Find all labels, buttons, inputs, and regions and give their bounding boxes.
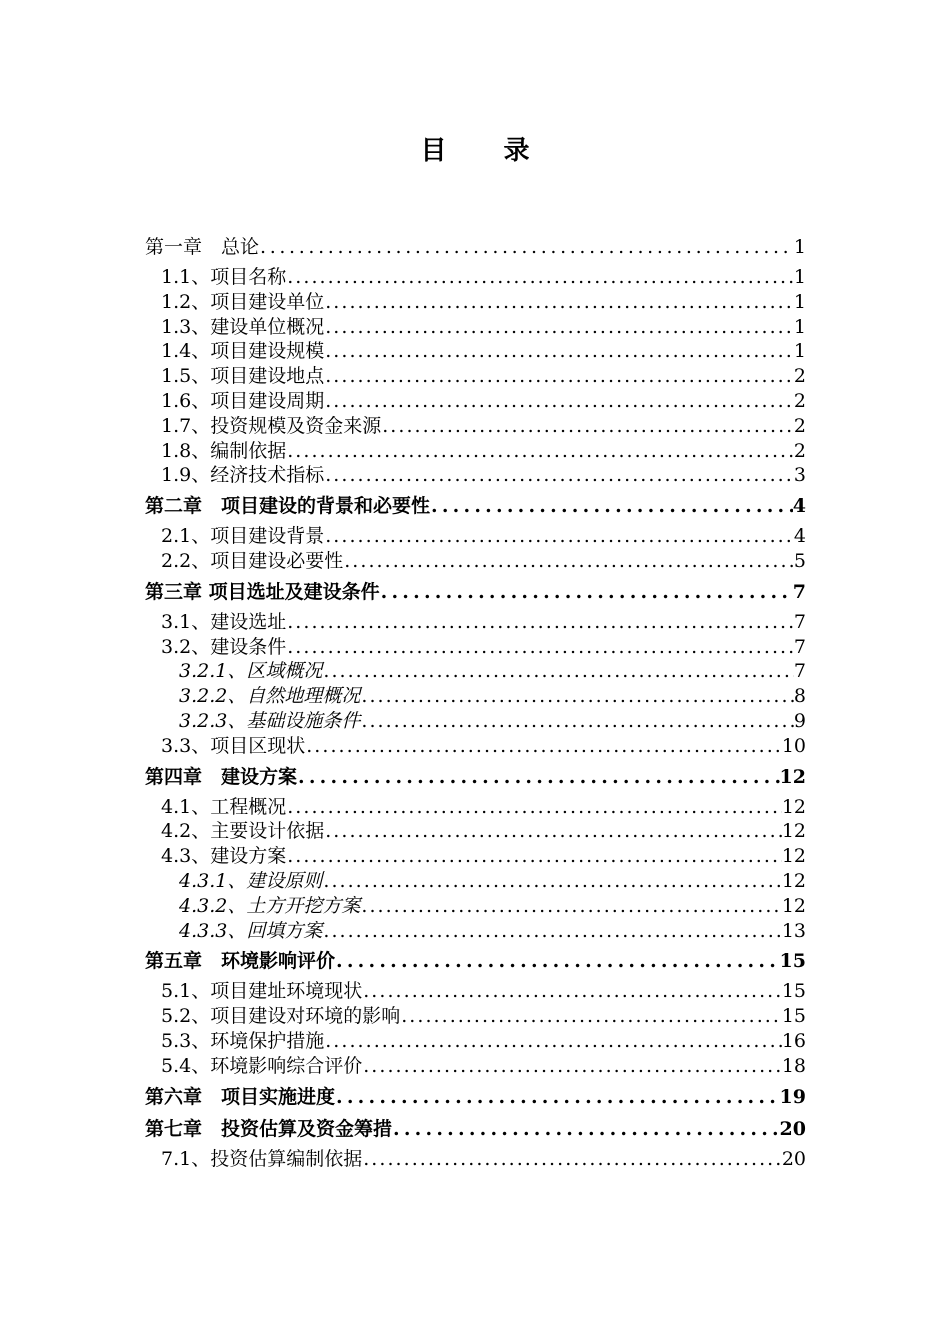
toc-entry[interactable] [145,524,806,549]
toc-entry-label: 1.9、经济技术指标 [161,464,325,487]
toc-entry[interactable] [145,578,806,606]
toc-entry-page-number: 8 [793,685,806,708]
toc-entry[interactable] [145,795,806,820]
toc-entry-label: 4.3.2、土方开挖方案 [179,894,361,917]
toc-leader-dots [305,734,782,759]
toc-entry-page-number: 2 [793,414,806,437]
toc-entry-label: 5.2、项目建设对环境的影响 [161,1005,401,1028]
toc-entry-page-number: 10 [781,734,806,757]
toc-leader-dots [324,819,782,844]
toc-entry[interactable] [145,492,806,520]
toc-entry[interactable] [145,919,806,944]
toc-leader-dots [360,684,794,709]
toc-entry-page-number: 13 [781,919,806,942]
toc-entry-page-number: 12 [781,820,806,843]
toc-entry-label: 第七章 投资估算及资金筹措 [145,1117,393,1140]
toc-leader-dots [286,635,794,660]
toc-entry-label: 5.1、项目建址环境现状 [161,980,363,1003]
toc-entry-label: 3.2.1、区域概况 [179,660,323,683]
toc-entry-page-number: 20 [779,1117,806,1140]
toc-entry[interactable] [145,265,806,290]
toc-leader-dots [343,549,794,574]
toc-leader-dots [324,315,794,340]
table-of-contents [145,233,806,1171]
toc-entry-page-number: 7 [793,610,806,633]
toc-entry[interactable] [145,1054,806,1079]
toc-entry-page-number: 16 [781,1029,806,1052]
toc-entry-label: 4.3、建设方案 [161,845,287,868]
toc-leader-dots [392,1115,780,1143]
toc-entry[interactable] [145,635,806,660]
toc-entry-page-number: 4 [793,525,806,548]
toc-entry-page-number: 15 [781,980,806,1003]
toc-entry[interactable] [145,734,806,759]
toc-leader-dots [324,524,794,549]
toc-entry[interactable] [145,844,806,869]
toc-entry[interactable] [145,979,806,1004]
toc-entry[interactable] [145,1147,806,1172]
toc-entry[interactable] [145,1029,806,1054]
toc-entry[interactable] [145,439,806,464]
toc-entry-page-number: 18 [781,1054,806,1077]
toc-entry-label: 7.1、投资估算编制依据 [161,1147,363,1170]
toc-entry-label: 4.1、工程概况 [161,795,287,818]
toc-entry-page-number: 12 [781,894,806,917]
toc-entry-page-number: 2 [793,389,806,412]
toc-entry-label: 1.5、项目建设地点 [161,365,325,388]
toc-entry-page-number: 1 [793,290,806,313]
toc-entry[interactable] [145,1115,806,1143]
toc-entry-label: 2.2、项目建设必要性 [161,549,344,572]
toc-leader-dots [380,578,793,606]
toc-entry[interactable] [145,389,806,414]
toc-leader-dots [324,463,794,488]
toc-leader-dots [286,844,782,869]
toc-entry-label: 4.2、主要设计依据 [161,820,325,843]
toc-entry-page-number: 1 [793,266,806,288]
toc-entry[interactable] [145,339,806,364]
toc-leader-dots [430,492,793,520]
toc-leader-dots [362,1054,782,1079]
toc-entry-label: 1.8、编制依据 [161,439,287,462]
toc-entry[interactable] [145,1004,806,1029]
toc-entry-page-number: 1 [793,236,806,258]
toc-entry-label: 第五章 环境影响评价 [145,950,336,973]
toc-entry-label: 3.2.2、自然地理概况 [179,685,361,708]
toc-entry-label: 1.3、建设单位概况 [161,315,325,338]
toc-leader-dots [335,1083,780,1111]
toc-entry-label: 5.4、环境影响综合评价 [161,1054,363,1077]
toc-entry[interactable] [145,610,806,635]
toc-entry-label: 1.2、项目建设单位 [161,290,325,313]
toc-entry[interactable] [145,869,806,894]
toc-leader-dots [322,869,781,894]
toc-entry-page-number: 7 [793,660,806,683]
toc-entry[interactable] [145,659,806,684]
toc-leader-dots [360,894,781,919]
toc-leader-dots [362,979,782,1004]
toc-entry-page-number: 5 [793,549,806,572]
toc-entry[interactable] [145,709,806,734]
toc-leader-dots [360,709,794,734]
toc-entry-label: 第四章 建设方案 [145,765,298,788]
toc-entry-page-number: 12 [781,845,806,868]
toc-leader-dots [324,339,794,364]
toc-leader-dots [324,389,794,414]
toc-entry-label: 3.2.3、基础设施条件 [179,709,361,732]
toc-entry-page-number: 15 [779,950,806,973]
toc-entry-page-number: 20 [781,1147,806,1170]
toc-entry-page-number: 7 [793,635,806,658]
toc-leader-dots [259,233,794,261]
toc-entry[interactable] [145,463,806,488]
toc-entry-label: 3.3、项目区现状 [161,734,306,757]
toc-leader-dots [324,364,794,389]
toc-entry[interactable] [145,549,806,574]
toc-entry[interactable] [145,315,806,340]
toc-leader-dots [322,919,781,944]
toc-entry-page-number: 1 [793,340,806,363]
toc-entry-label: 第六章 项目实施进度 [145,1085,336,1108]
toc-entry-label: 1.6、项目建设周期 [161,389,325,412]
toc-leader-dots [324,1029,782,1054]
toc-entry[interactable] [145,819,806,844]
toc-leader-dots [286,610,794,635]
toc-entry-page-number: 12 [781,795,806,818]
toc-leader-dots [362,1147,782,1172]
toc-leader-dots [286,265,794,290]
toc-leader-dots [335,947,780,975]
toc-entry[interactable] [145,290,806,315]
toc-entry-page-number: 9 [793,709,806,732]
toc-entry[interactable] [145,947,806,975]
toc-entry-label: 1.1、项目名称 [161,266,287,288]
toc-entry-page-number: 2 [793,439,806,462]
toc-entry[interactable] [145,684,806,709]
toc-entry-label: 4.3.3、回填方案 [179,919,323,942]
toc-entry-label: 第一章 总论 [145,236,260,258]
toc-entry-page-number: 12 [779,765,806,788]
toc-entry[interactable] [145,1083,806,1111]
toc-leader-dots [286,795,782,820]
toc-entry-page-number: 3 [793,464,806,487]
toc-entry-label: 2.1、项目建设背景 [161,525,325,548]
toc-leader-dots [297,763,780,791]
toc-leader-dots [324,290,794,315]
toc-leader-dots [381,414,794,439]
toc-entry-page-number: 2 [793,365,806,388]
toc-entry-page-number: 12 [781,869,806,892]
toc-entry-page-number: 7 [792,580,806,603]
toc-entry-label: 1.7、投资规模及资金来源 [161,414,382,437]
toc-leader-dots [400,1004,782,1029]
toc-entry-page-number: 1 [793,315,806,338]
toc-entry[interactable] [145,763,806,791]
toc-entry[interactable] [145,233,806,261]
toc-entry-label: 3.1、建设选址 [161,610,287,633]
toc-entry-label: 1.4、项目建设规模 [161,340,325,363]
toc-entry-label: 第三章 项目选址及建设条件 [145,580,380,603]
page-title: 目 录 [420,136,554,166]
toc-entry[interactable] [145,414,806,439]
toc-entry-label: 第二章 项目建设的背景和必要性 [145,495,431,518]
toc-entry-label: 5.3、环境保护措施 [161,1029,325,1052]
toc-entry[interactable] [145,364,806,389]
toc-leader-dots [286,439,794,464]
toc-entry-page-number: 4 [792,495,806,518]
toc-entry-page-number: 19 [779,1085,806,1108]
toc-entry-page-number: 15 [781,1005,806,1028]
toc-entry-label: 3.2、建设条件 [161,635,287,658]
toc-entry[interactable] [145,894,806,919]
toc-leader-dots [322,659,794,684]
toc-entry-label: 4.3.1、建设原则 [179,869,323,892]
